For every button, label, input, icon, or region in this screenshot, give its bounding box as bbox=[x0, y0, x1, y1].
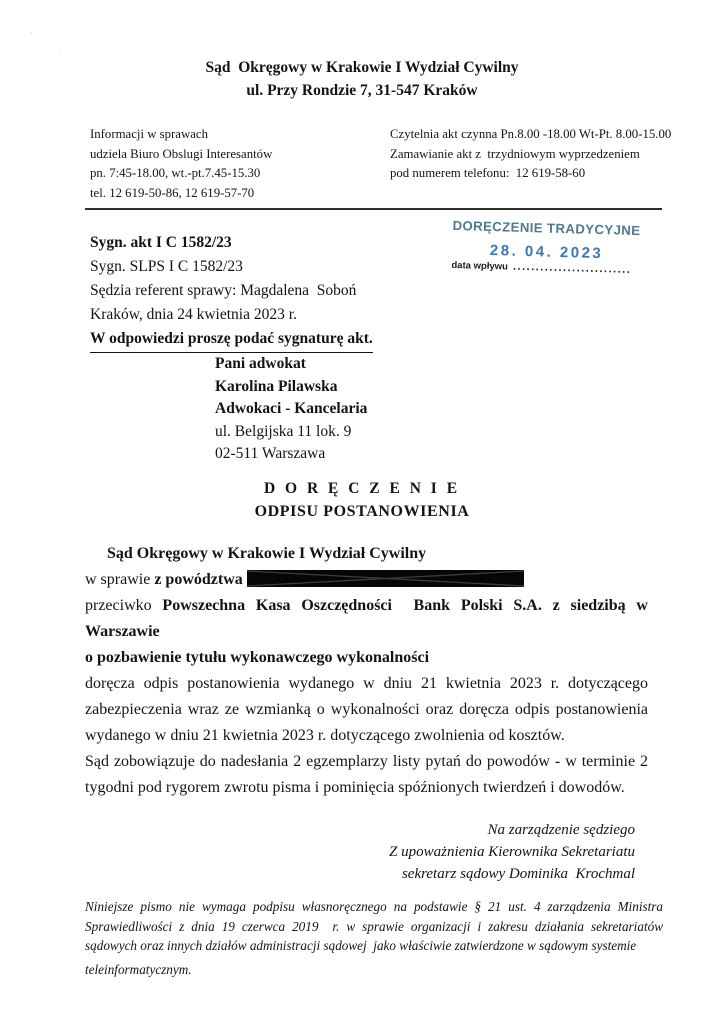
document-title-line1: D O R Ę C Z E N I E bbox=[263, 480, 461, 497]
signature-by-order: Na zarządzenie sędziego bbox=[487, 822, 635, 838]
addressee-block bbox=[215, 353, 367, 466]
body-court-name: Sąd Okręgowy w Krakowie I Wydział Cywilny bbox=[107, 545, 427, 562]
addressee-name: Karolina Pilawska bbox=[215, 377, 338, 395]
body-against-line bbox=[85, 593, 648, 645]
body-subject: o pozbawienie tytułu wykonawczego wykonalności bbox=[85, 649, 430, 666]
court-address: ul. Przy Rondzie 7, 31-547 Kraków bbox=[246, 82, 478, 99]
body-against: przeciwko bbox=[85, 597, 163, 614]
info-line: pn. 7:45-18.00, wt.-pt.7.45-15.30 bbox=[90, 166, 261, 180]
addressee-city: 02-511 Warszawa bbox=[215, 445, 326, 462]
body-defendant: Powszechna Kasa Oszczędności Bank Polski S.A. z siedzibą w Warszawie bbox=[85, 597, 648, 640]
case-number-primary: Sygn. akt I C 1582/23 bbox=[90, 234, 232, 251]
info-line: pod numerem telefonu: 12 619-58-60 bbox=[390, 166, 586, 180]
scan-speck: · bbox=[58, 46, 61, 56]
info-office-hours bbox=[90, 125, 380, 203]
stamp-dotted-line: .......................... bbox=[512, 260, 632, 276]
scan-speck: · bbox=[30, 28, 33, 38]
document-title bbox=[0, 477, 724, 523]
stamp-date: 28. 04. 2023 bbox=[489, 241, 604, 263]
footer-text: Niniejsze pismo nie wymaga podpisu własnoręcznego na podstawie § 21 ust. 4 zarządzenia Ministra Sprawiedliwości z dnia 19 czerwca 2019 r. w sprawie organizacji i zakresu działania sekretariatów sądowych oraz innych działów administracji sądowej jako właściwie zatwierdzone w sądowym systemie bbox=[85, 899, 663, 953]
case-reference-block bbox=[90, 231, 373, 353]
body-paragraph-1: doręcza odpis postanowienia wydanego w dniu 21 kwietnia 2023 r. dotyczącego zabezpieczenia wraz ze wzmianką o wykonalności oraz doręcza odpis postanowienia wydanego w dniu 21 kwietnia 2023 r. dotyczącego zwolnienia od kosztów. bbox=[85, 675, 648, 744]
stamp-title: DORĘCZENIE TRADYCYJNE bbox=[452, 217, 641, 239]
judge-name: Sędzia referent sprawy: Magdalena Soboń bbox=[90, 282, 357, 299]
info-reading-room bbox=[390, 125, 690, 184]
reply-instruction: W odpowiedzi proszę podać sygnaturę akt. bbox=[90, 327, 373, 353]
court-name: Sąd Okręgowy w Krakowie I Wydział Cywilny bbox=[205, 59, 519, 76]
body-in-case: w sprawie bbox=[85, 571, 155, 588]
footer-legal-note bbox=[85, 897, 663, 979]
case-number-secondary: Sygn. SLPS I C 1582/23 bbox=[90, 258, 243, 275]
body-of-claim: z powództwa bbox=[154, 571, 247, 588]
redaction-bar bbox=[247, 570, 524, 587]
footer-last-line: teleinformatycznym. bbox=[85, 961, 192, 977]
info-line: tel. 12 619-50-86, 12 619-57-70 bbox=[90, 185, 255, 200]
court-letterhead bbox=[0, 56, 724, 102]
info-line: Zamawianie akt z trzydniowym wyprzedzeniem bbox=[390, 146, 640, 161]
stamp-entry-label: data wpływu bbox=[451, 259, 509, 273]
document-body bbox=[85, 541, 648, 801]
document-title-line2: ODPISU POSTANOWIENIA bbox=[254, 503, 470, 520]
body-paragraph-2: Sąd zobowiązuje do nadesłania 2 egzemplarzy listy pytań do powodów - w terminie 2 tygodni pod rygorem zwrotu pisma i pominięcia spóźnionych twierdzeń i dowodów. bbox=[85, 753, 648, 796]
signature-block bbox=[389, 819, 635, 885]
addressee-salutation: Pani adwokat bbox=[215, 355, 306, 372]
info-line: Informacji w sprawach bbox=[90, 127, 208, 141]
addressee-firm: Adwokaci - Kancelaria bbox=[215, 400, 368, 417]
delivery-stamp bbox=[451, 218, 672, 277]
info-line: Czytelnia akt czynna Pn.8.00 -18.00 Wt-Pt. 8.00-15.00 bbox=[390, 127, 672, 141]
place-and-date: Kraków, dnia 24 kwietnia 2023 r. bbox=[90, 306, 297, 323]
horizontal-divider bbox=[85, 208, 662, 210]
signature-clerk: sekretarz sądowy Dominika Krochmal bbox=[401, 866, 635, 882]
info-line: udziela Biuro Obslugi Interesantów bbox=[90, 146, 273, 161]
body-case-line bbox=[85, 567, 648, 593]
addressee-street: ul. Belgijska 11 lok. 9 bbox=[215, 422, 352, 440]
signature-authorization: Z upoważnienia Kierownika Sekretariatu bbox=[389, 844, 635, 860]
